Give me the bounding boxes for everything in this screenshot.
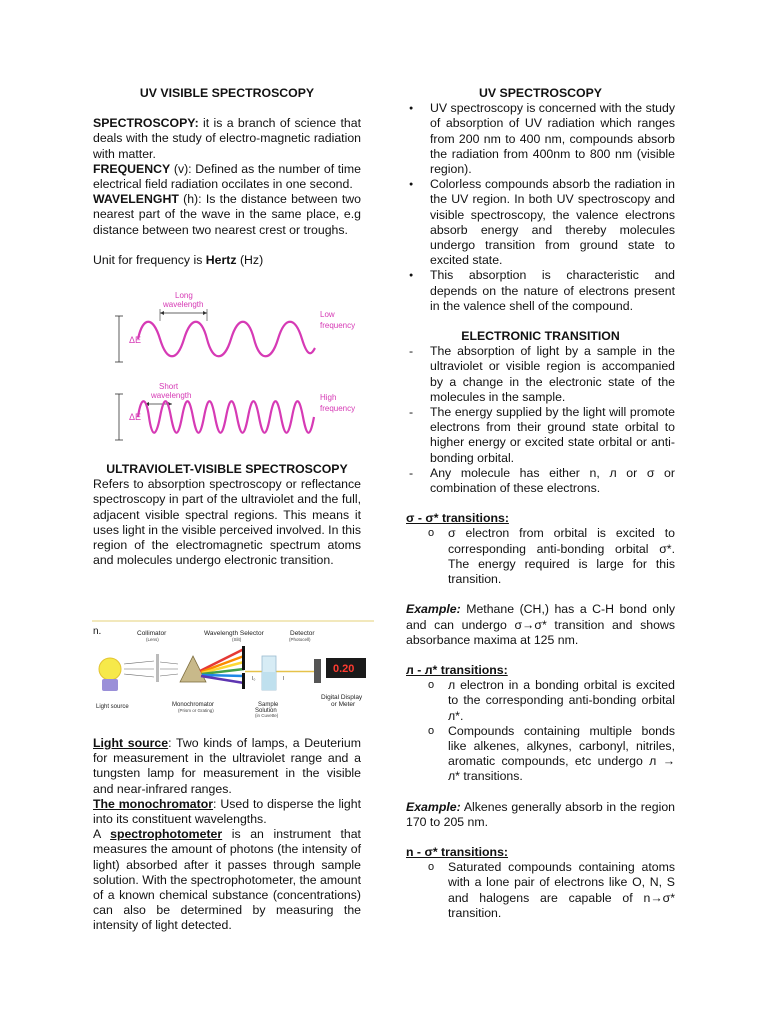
- left-column-bottom: [93, 736, 361, 934]
- electronic-transition-list: [406, 344, 675, 496]
- wave-diagram-top: [115, 291, 355, 362]
- right-column: [406, 86, 675, 921]
- sample-label-2: Solution: [255, 708, 277, 714]
- uvvis-paragraph: Refers to absorption spectroscopy or reflectance spectroscopy in part of the ultraviolet and the full, adjacent visible spectral regions. This means it uses light in the visible perceived involved. In this region of the electromagnetic spectrum atoms and molecules undergo electronic transition.: [93, 477, 361, 568]
- slit-top: [242, 646, 245, 670]
- n-sigma-list: [406, 860, 675, 921]
- list-item: - The energy supplied by the light will promote electrons from their ground state orbital to higher energy or excited state orbital or anti-bonding orbital.: [406, 405, 675, 466]
- pi-pi-list: [406, 678, 675, 784]
- wave-diagram-bottom: [115, 382, 355, 440]
- display-reading: 0.20: [333, 663, 355, 675]
- list-item: ● UV spectroscopy is concerned with the study of absorption of UV radiation which ranges from 200 nm to 400 nm, compounds absorb the radiation from 400nm to 800 nm (visible region).: [406, 101, 675, 177]
- wavelength-paragraph: [93, 192, 361, 238]
- light-rays: [124, 661, 154, 677]
- display-label-2: or Meter: [331, 701, 356, 708]
- short-label-2: wavelength: [151, 391, 192, 401]
- light-source-icon: [99, 658, 121, 691]
- monochromator-sub: (Prism or Grating): [178, 708, 214, 713]
- spectroscopy-term: SPECTROSCOPY:: [93, 116, 199, 131]
- spectroscopy-paragraph: [93, 116, 361, 162]
- sample-label: Sample: [258, 702, 279, 708]
- long-label-2: wavelength: [163, 300, 204, 310]
- collimator-lens-icon: [156, 654, 159, 682]
- list-item: - Any molecule has either n, л or σ or combination of these electrons.: [406, 466, 675, 496]
- example-alkenes: Example: Alkenes generally absorb in the region 170 to 205 nm.: [406, 799, 675, 829]
- electronic-transition-title: ELECTRONIC TRANSITION: [461, 329, 620, 344]
- low-frequency-wave: [138, 322, 315, 357]
- collimator-label: Collimator: [137, 630, 167, 637]
- list-item: ● Colorless compounds absorb the radiation in the UV region. In both UV spectroscopy and visible spectroscopy, the valence electrons absorb energy and thereby molecules undergo transition from ground state to excited state.: [406, 177, 675, 268]
- delta-e-label-bottom: ΔE: [129, 412, 142, 423]
- detector-icon: [314, 659, 321, 683]
- n-sigma-title: n - σ* transitions:: [406, 844, 509, 859]
- display-label-1: Digital Display: [321, 694, 363, 701]
- example-methane: Example: Methane (CH,) has a C-H bond only and can undergo σ→σ* transition and shows absorbance maxima at 125 nm.: [406, 602, 675, 647]
- uv-bullet-list: [406, 101, 675, 314]
- high-frequency-wave: [138, 401, 314, 433]
- list-item: - The absorption of light by a sample in the ultraviolet or visible region is accompanied by a change in the electronic state of the molecules in the sample.: [406, 344, 675, 405]
- slit-bottom: [242, 673, 245, 689]
- high-frequency-label-1: High: [320, 393, 337, 403]
- light-source-label: Light source: [96, 704, 129, 710]
- spectrum-rays: [200, 649, 244, 683]
- list-item: o Saturated compounds containing atoms with a lone pair of electrons like O, N, S and halogens are capable of n→σ* transition.: [428, 860, 675, 921]
- i-label: I: [283, 676, 285, 682]
- sigma-sigma-title: σ - σ* transitions:: [406, 511, 509, 526]
- collimator-sub: (Lens): [146, 637, 159, 642]
- wave-diagram: [93, 276, 361, 442]
- light-source-paragraph: Light source: Two kinds of lamps, a Deuterium for measurement in the ultraviolet range and a tungsten lamp for measurement in the visible and near-infrared ranges.: [93, 736, 361, 796]
- long-label-1: Long: [175, 291, 193, 301]
- wavelength-selector-sub: (Slit): [232, 637, 242, 642]
- doc-title: UV VISIBLE SPECTROSCOPY: [139, 86, 315, 100]
- frequency-definition: (v): Defined as the number of time electrical field radiation occilates in one second.: [93, 161, 361, 192]
- wavelength-selector-label: Wavelength Selector: [204, 630, 264, 637]
- spectrophotometer-paragraph: A spectrophotometer is an instrument that measures the amount of photons (the intensity of light) absorbed after it passes through sample solution. With the spectrophotometer, the amount of a known chemical substance (concentrations) can also be determined by measuring the intensity of light detected.: [93, 827, 361, 933]
- frequency-term: FREQUENCY: [93, 161, 171, 176]
- low-frequency-label-1: Low: [320, 310, 335, 320]
- light-source-term: Light source: [93, 736, 169, 750]
- monochromator-paragraph: The monochromator: Used to disperse the light into its constituent wavelengths.: [93, 796, 362, 827]
- list-item: o л electron in a bonding orbital is excited to the corresponding anti-bonding orbital л*.: [428, 678, 675, 724]
- pi-pi-title: л - л* transitions:: [406, 662, 508, 677]
- sample-sub: (in Cuvette): [255, 713, 279, 718]
- detector-sub: (Photocell): [289, 637, 311, 642]
- detector-label: Detector: [290, 630, 315, 637]
- uv-spectroscopy-title: UV SPECTROSCOPY: [479, 86, 602, 100]
- spectrophotometer-term: spectrophotometer: [110, 827, 223, 842]
- uvvis-title: ULTRAVIOLET-VISIBLE SPECTROSCOPY: [106, 462, 348, 477]
- i0-label: I₀: [252, 676, 256, 682]
- wavelength-definition: (h): Is the distance between two nearest part of the wave in the same place, e.g distance between two nearest crest or troughs.: [93, 192, 361, 237]
- frequency-paragraph: [93, 162, 361, 192]
- wavelength-term: WAVELENGHT: [93, 192, 179, 207]
- frequency-unit: Unit for frequency is Hertz (Hz): [93, 252, 264, 267]
- delta-e-label-top: ΔE: [129, 335, 142, 346]
- list-item: o σ electron from orbital is excited to corresponding anti-bonding orbital σ*. The energy required is large for this transition.: [428, 526, 675, 587]
- low-frequency-label-2: frequency: [320, 321, 356, 331]
- sigma-sigma-list: [406, 526, 675, 587]
- list-item: o Compounds containing multiple bonds like alkenes, alkynes, carbonyl, nitriles, aromatic compounds, etc undergo л → л* transitions.: [428, 724, 675, 785]
- cut-text: n.: [93, 626, 102, 637]
- high-frequency-label-2: frequency: [320, 404, 356, 414]
- monochromator-label: Monochromator: [172, 702, 215, 708]
- left-column: [93, 86, 361, 568]
- short-label-1: Short: [159, 382, 179, 392]
- spectroscopy-definition: it is a branch of science that deals with the study of electro-magnetic radiation with matter.: [93, 116, 361, 161]
- collimated-rays: [160, 662, 178, 676]
- spectrophotometer-diagram: [92, 616, 374, 724]
- list-item: ● This absorption is characteristic and depends on the nature of electrons present in the valence shell of the compound.: [406, 268, 675, 314]
- monochromator-term: The monochromator: [93, 796, 214, 811]
